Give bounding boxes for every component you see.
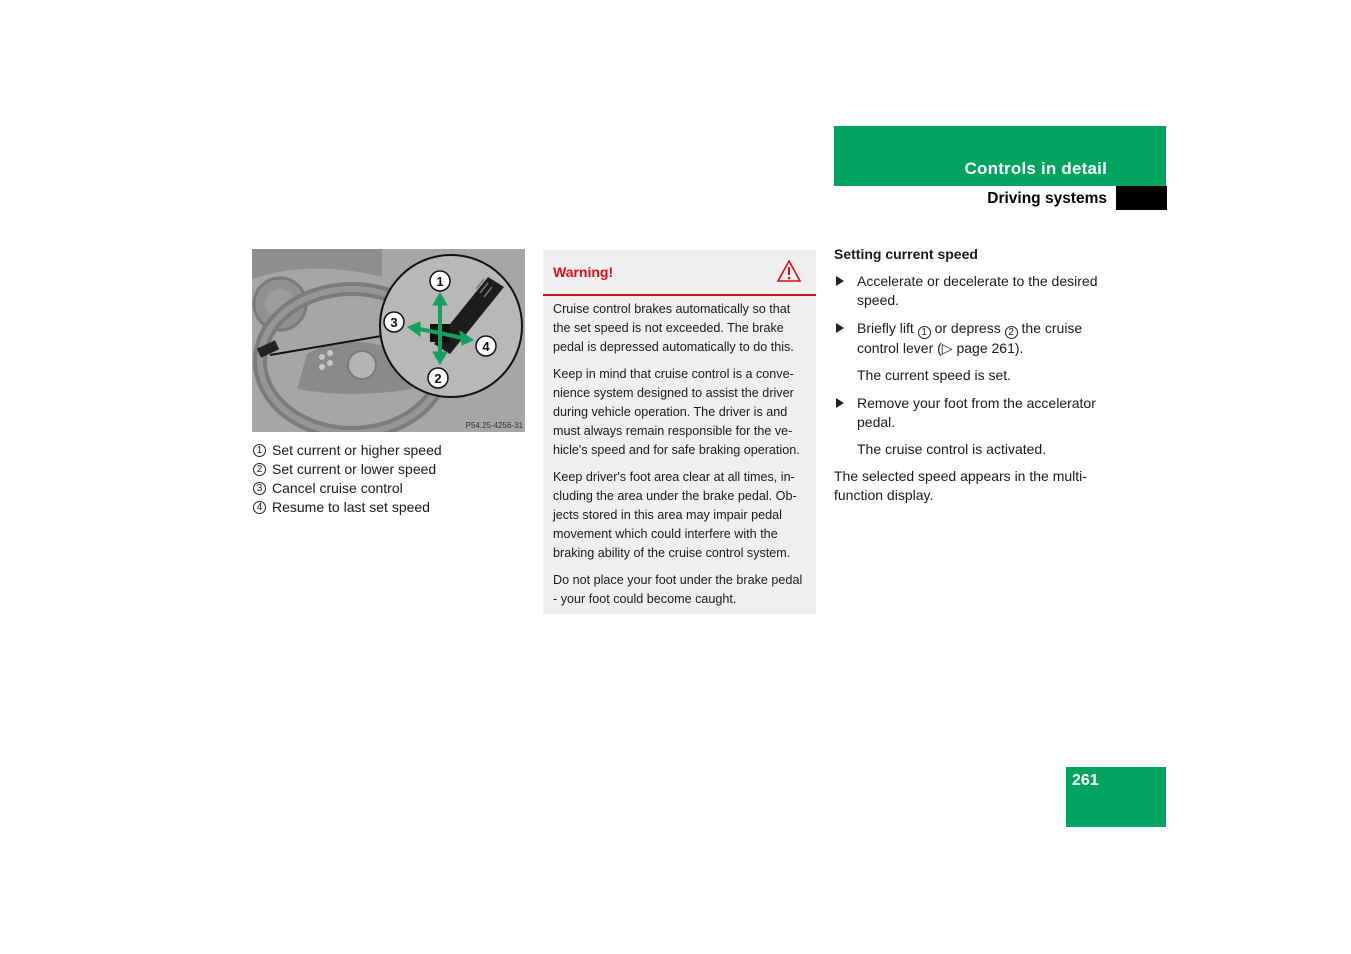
figure-code: P54.25-4256-31 (465, 421, 523, 430)
figure-legend (253, 441, 533, 517)
warning-box (543, 250, 816, 614)
warning-triangle-icon (776, 259, 802, 288)
warning-paragraph: Cruise control brakes automatically so that the set speed is not exceeded. The brake pedal is depressed automatically to do this. (553, 302, 794, 355)
callout-label-4: 4 (482, 339, 490, 354)
callout-label-3: 3 (390, 315, 398, 330)
instruction-step (834, 272, 1114, 310)
callout-label-1: 1 (436, 274, 444, 289)
callout-number: 2 (1005, 326, 1018, 339)
legend-text: Cancel cruise control (272, 480, 403, 496)
warning-body (553, 300, 808, 616)
step-result: The cruise control is activated. (857, 440, 1047, 457)
legend-item (253, 498, 533, 517)
step-text-part: the cruise control lever (▷ page 261). (857, 319, 1083, 357)
callout-number: 3 (253, 482, 266, 495)
header-marker (1116, 186, 1167, 210)
closing-text: The selected speed appears in the multi-function display. (834, 468, 1087, 504)
warning-paragraph: Keep in mind that cruise control is a conve-nience system designed to assist the driver during vehicle operation. The driver is and must always remain responsible for the ve-hicle's speed and for safe braking operation. (553, 366, 800, 458)
legend-item (253, 479, 533, 498)
warning-title: Warning! (553, 264, 614, 280)
step-text-part: Briefly lift (857, 319, 918, 336)
step-text: Remove your foot from the accelerator pedal. (857, 394, 1096, 430)
bullet-arrow-icon (836, 323, 844, 333)
section-heading: Setting current speed (834, 246, 978, 262)
instruction-step (834, 394, 1114, 432)
step-result: The current speed is set. (857, 367, 1012, 384)
subsection-title: Driving systems (987, 190, 1107, 207)
callout-number: 1 (918, 326, 931, 339)
cruise-control-lever-figure (252, 249, 525, 432)
bullet-arrow-icon (836, 398, 844, 408)
callout-label-2: 2 (434, 371, 442, 386)
warning-paragraph: Do not place your foot under the brake pedal - your foot could become caught. (553, 572, 803, 606)
page-number: 261 (1072, 772, 1099, 789)
callout-number: 1 (253, 444, 266, 457)
legend-item (253, 441, 533, 460)
legend-text: Set current or lower speed (272, 461, 437, 477)
instructions-column (834, 245, 1114, 506)
warning-header (543, 250, 816, 296)
callout-number: 4 (253, 501, 266, 514)
step-text: Accelerate or decelerate to the desired speed. (857, 273, 1098, 309)
bullet-arrow-icon (836, 276, 844, 286)
legend-item (253, 460, 533, 479)
legend-text: Resume to last set speed (272, 499, 430, 515)
legend-text: Set current or higher speed (272, 442, 442, 458)
callout-number: 2 (253, 463, 266, 476)
warning-paragraph: Keep driver's foot area clear at all times, in-cluding the area under the brake pedal. Ob-jects stored in this area may impair pedal movement which could interfere with the braking ability of the cruise control system. (553, 469, 797, 561)
step-text-part: or depress (930, 319, 1005, 336)
instruction-step (834, 319, 1114, 359)
section-title: Controls in detail (964, 159, 1107, 178)
